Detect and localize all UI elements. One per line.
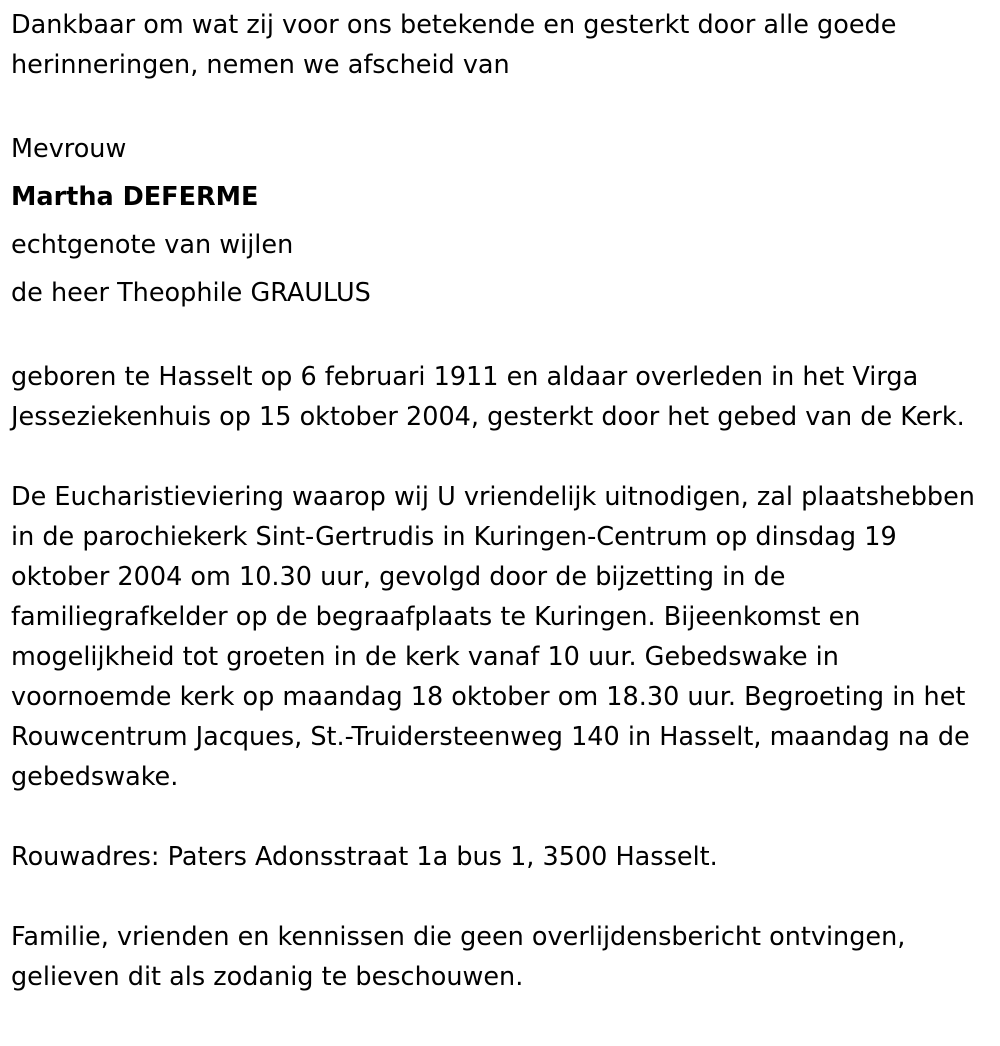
- spacer: [11, 85, 996, 125]
- closing-text: Familie, vrienden en kennissen die geen overlijdensbericht ontvingen, gelieven dit als zodanig te beschouwen.: [11, 922, 906, 992]
- spacer: [11, 877, 996, 917]
- honorific: Mevrouw: [11, 134, 127, 164]
- spacer: [11, 797, 996, 837]
- service-text: De Eucharistieviering waarop wij U vriendelijk uitnodigen, zal plaatshebben in de parochiekerk Sint-Gertrudis in Kuringen-Centrum op dinsdag 19 oktober 2004 om 10.30 uur, gevolgd door de bijzetting in de familiegrafkelder op de begraafplaats te Kuringen. Bijeenkomst en mogelijkheid tot groeten in de kerk vanaf 10 uur. Gebedswake in voornoemde kerk op maandag 18 oktober om 18.30 uur. Begroeting in het Rouwcentrum Jacques, St.-Truidersteenweg 140 in Hasselt, maandag na de gebedswake.: [11, 482, 975, 792]
- deceased-name: Martha DEFERME: [11, 182, 259, 212]
- intro-text: Dankbaar om wat zij voor ons betekende en gesterkt door alle goede herinneringen, nemen we afscheid van: [11, 10, 897, 80]
- spacer: [11, 317, 996, 357]
- death-notice: [11, 5, 996, 997]
- spacer: [11, 437, 996, 477]
- deceased-block: [11, 125, 996, 317]
- spouse-name: de heer Theophile GRAULUS: [11, 278, 371, 308]
- birth-death-text: geboren te Hasselt op 6 februari 1911 en aldaar overleden in het Virga Jesseziekenhuis op 15 oktober 2004, gesterkt door het gebed van de Kerk.: [11, 362, 965, 432]
- relation-text: echtgenote van wijlen: [11, 230, 294, 260]
- address-text: Rouwadres: Paters Adonsstraat 1a bus 1, 3500 Hasselt.: [11, 842, 718, 872]
